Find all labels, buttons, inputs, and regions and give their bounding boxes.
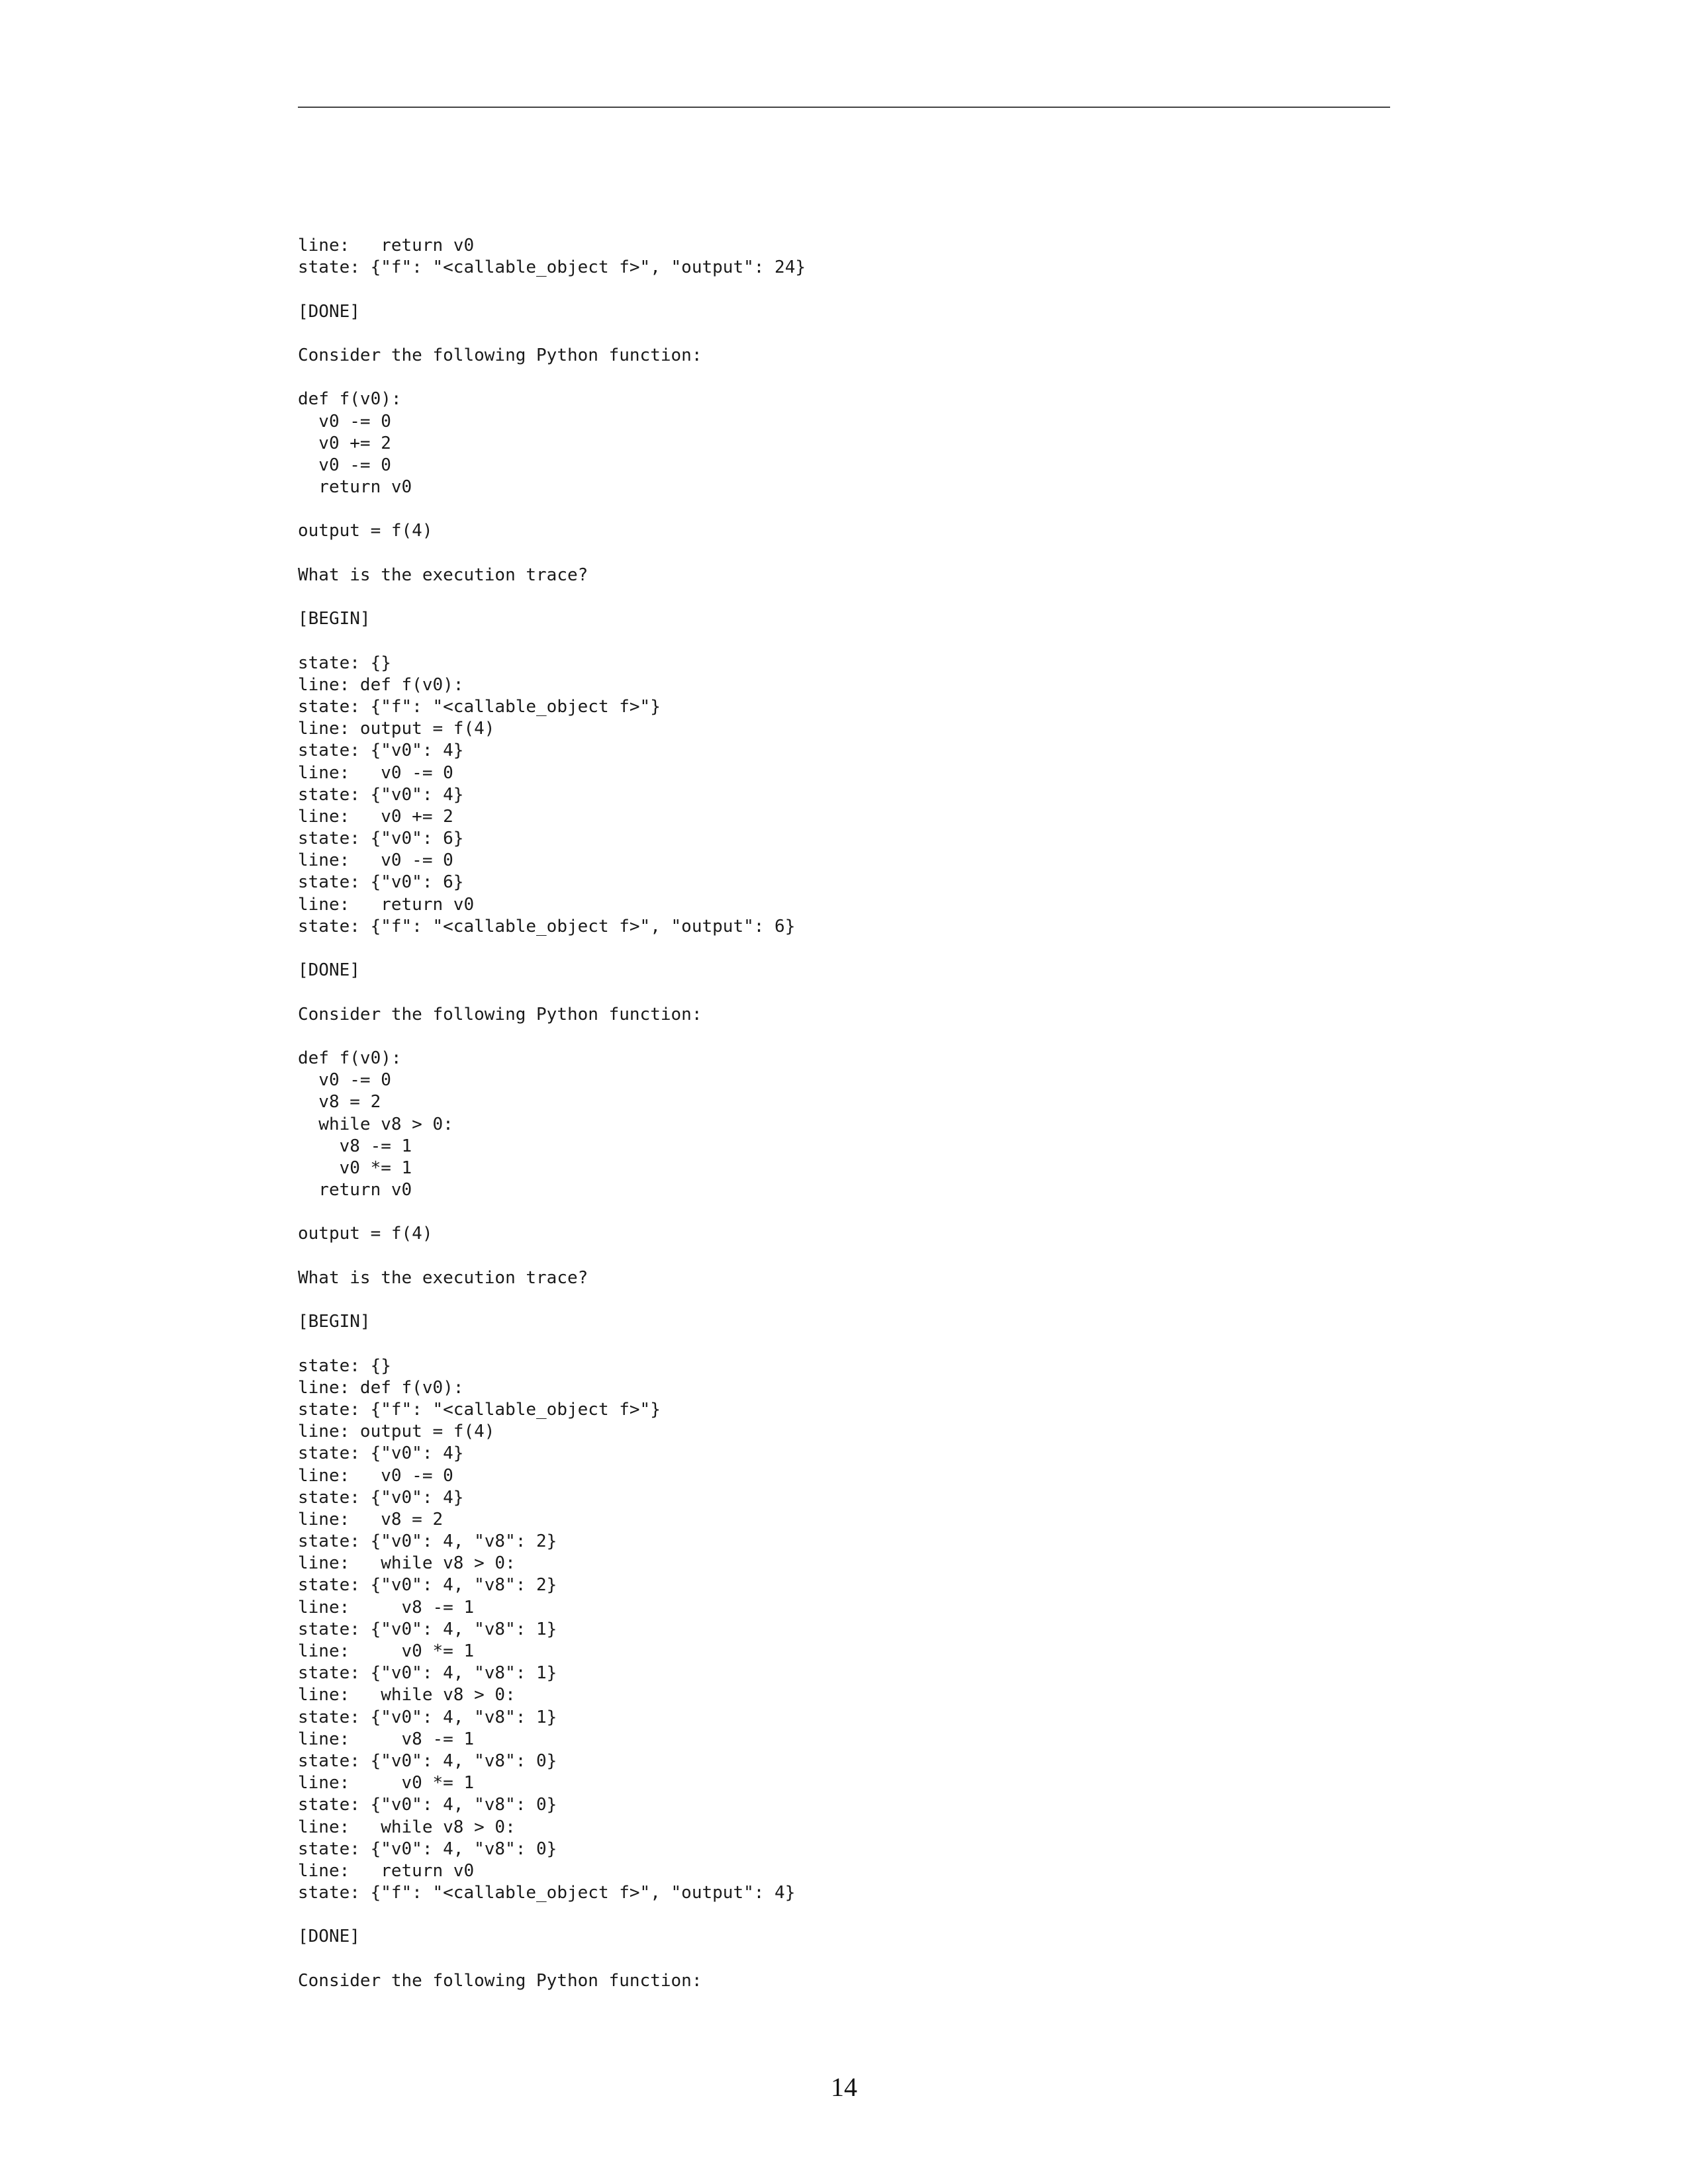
code-line: state: {"v0": 4, "v8": 1} bbox=[298, 1663, 557, 1684]
header-rule bbox=[298, 107, 1390, 108]
code-line: return v0 bbox=[298, 1180, 412, 1201]
code-line: state: {} bbox=[298, 1355, 391, 1376]
code-line: state: {"v0": 4, "v8": 2} bbox=[298, 1531, 557, 1552]
code-line: state: {"f": "<callable_object f>"} bbox=[298, 696, 661, 717]
code-line: line: while v8 > 0: bbox=[298, 1817, 516, 1837]
code-line bbox=[298, 1026, 1390, 1048]
page-number: 14 bbox=[831, 2072, 857, 2102]
code-line: v0 -= 0 bbox=[298, 1070, 391, 1091]
code-line: v0 -= 0 bbox=[298, 455, 391, 475]
code-line bbox=[298, 1289, 1390, 1311]
code-line: [BEGIN] bbox=[298, 1312, 371, 1332]
code-line bbox=[298, 323, 1390, 345]
code-line: line: v8 -= 1 bbox=[298, 1597, 475, 1617]
code-line bbox=[298, 498, 1390, 520]
code-line: v0 += 2 bbox=[298, 433, 391, 453]
code-line: output = f(4) bbox=[298, 1224, 433, 1244]
code-line: line: def f(v0): bbox=[298, 1377, 464, 1398]
code-line bbox=[298, 586, 1390, 608]
code-listing bbox=[298, 235, 1390, 1992]
code-line: state: {} bbox=[298, 653, 391, 673]
code-line bbox=[298, 279, 1390, 300]
code-line: line: while v8 > 0: bbox=[298, 1685, 516, 1706]
code-line: line: return v0 bbox=[298, 1860, 475, 1881]
code-line: state: {"v0": 4} bbox=[298, 1443, 464, 1464]
code-line: v0 *= 1 bbox=[298, 1158, 412, 1178]
code-line: output = f(4) bbox=[298, 521, 433, 541]
code-line: line: v0 -= 0 bbox=[298, 762, 453, 783]
code-line: line: v0 -= 0 bbox=[298, 1465, 453, 1486]
code-line: line: return v0 bbox=[298, 894, 475, 915]
code-line: state: {"f": "<callable_object f>", "output": 24} bbox=[298, 257, 806, 278]
code-line bbox=[298, 938, 1390, 960]
code-line bbox=[298, 981, 1390, 1003]
code-line: v0 -= 0 bbox=[298, 411, 391, 432]
code-line: line: v0 -= 0 bbox=[298, 850, 453, 871]
code-line: v8 -= 1 bbox=[298, 1136, 412, 1156]
code-line: state: {"v0": 4, "v8": 2} bbox=[298, 1575, 557, 1596]
code-line: [DONE] bbox=[298, 960, 360, 981]
code-line: def f(v0): bbox=[298, 389, 402, 410]
code-line: while v8 > 0: bbox=[298, 1114, 453, 1134]
code-line: state: {"v0": 4, "v8": 0} bbox=[298, 1751, 557, 1771]
code-line bbox=[298, 1948, 1390, 1970]
code-line: Consider the following Python function: bbox=[298, 1970, 702, 1991]
code-line: state: {"v0": 6} bbox=[298, 872, 464, 893]
code-line: line: v8 -= 1 bbox=[298, 1729, 475, 1749]
code-line: line: v0 += 2 bbox=[298, 806, 453, 827]
code-line: line: return v0 bbox=[298, 236, 475, 255]
code-line: line: v0 *= 1 bbox=[298, 1641, 475, 1661]
code-line: state: {"v0": 4} bbox=[298, 741, 464, 761]
code-line: [DONE] bbox=[298, 301, 360, 322]
code-line: line: output = f(4) bbox=[298, 1422, 495, 1442]
code-line: [BEGIN] bbox=[298, 609, 371, 629]
code-line bbox=[298, 367, 1390, 388]
code-line: Consider the following Python function: bbox=[298, 345, 702, 365]
code-line: state: {"f": "<callable_object f>", "output": 4} bbox=[298, 1883, 796, 1903]
code-line bbox=[298, 1904, 1390, 1926]
code-line: What is the execution trace? bbox=[298, 565, 588, 585]
code-line: What is the execution trace? bbox=[298, 1267, 588, 1288]
code-line: state: {"v0": 4} bbox=[298, 1487, 464, 1508]
code-line bbox=[298, 630, 1390, 652]
code-line: state: {"v0": 4, "v8": 1} bbox=[298, 1619, 557, 1639]
code-line bbox=[298, 1201, 1390, 1223]
code-line: state: {"f": "<callable_object f>"} bbox=[298, 1399, 661, 1420]
code-line: Consider the following Python function: bbox=[298, 1004, 702, 1024]
code-line: line: v8 = 2 bbox=[298, 1509, 444, 1529]
code-line: state: {"v0": 4} bbox=[298, 784, 464, 805]
code-line: line: def f(v0): bbox=[298, 674, 464, 695]
code-line: state: {"v0": 4, "v8": 1} bbox=[298, 1707, 557, 1727]
code-line: state: {"v0": 4, "v8": 0} bbox=[298, 1795, 557, 1815]
code-line: state: {"f": "<callable_object f>", "output": 6} bbox=[298, 916, 796, 936]
code-line: line: v0 *= 1 bbox=[298, 1773, 475, 1794]
code-line: def f(v0): bbox=[298, 1048, 402, 1068]
code-line bbox=[298, 543, 1390, 565]
code-line: state: {"v0": 4, "v8": 0} bbox=[298, 1839, 557, 1859]
code-line bbox=[298, 1333, 1390, 1355]
code-line: state: {"v0": 6} bbox=[298, 829, 464, 849]
code-line: line: output = f(4) bbox=[298, 719, 495, 739]
code-line bbox=[298, 1246, 1390, 1267]
code-line: return v0 bbox=[298, 477, 412, 498]
code-line: line: while v8 > 0: bbox=[298, 1553, 516, 1574]
code-line: v8 = 2 bbox=[298, 1092, 381, 1113]
code-line: [DONE] bbox=[298, 1927, 360, 1947]
